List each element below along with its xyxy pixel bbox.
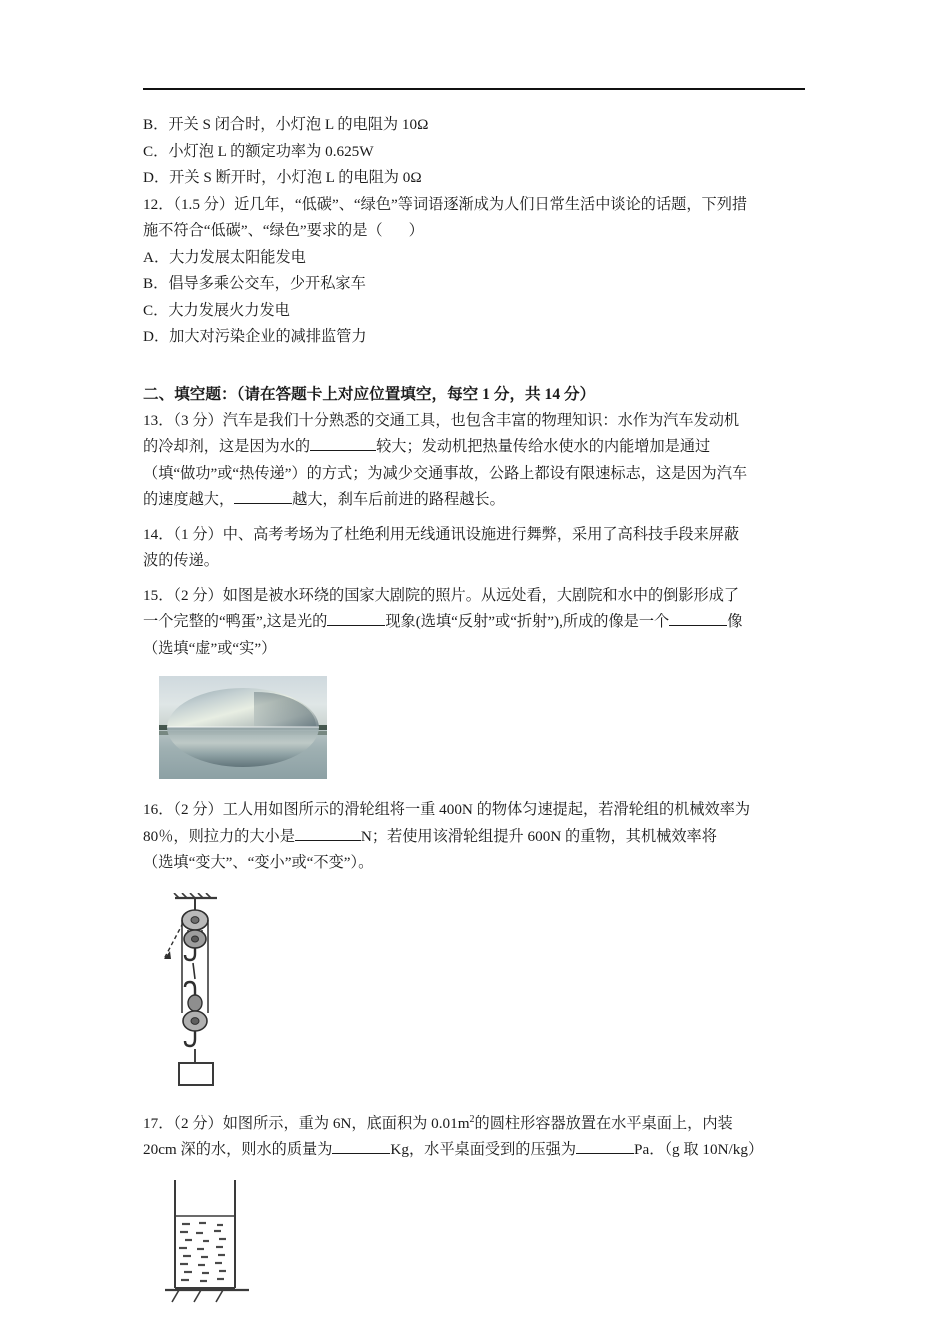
answer-blank-15-2[interactable] bbox=[669, 625, 727, 626]
option-c: C．小灯泡 L 的额定功率为 0.625W bbox=[143, 142, 374, 160]
question-13-line-2 bbox=[143, 434, 805, 461]
question-15-line-2 bbox=[143, 609, 805, 636]
question-13-line-4-a: 的速度越大， bbox=[143, 491, 235, 508]
question-13-line-1: 13．（3 分）汽车是我们十分熟悉的交通工具，也包含丰富的物理知识：水作为汽车发动机 bbox=[143, 411, 740, 429]
question-16-line-2-a: 80％，则拉力的大小是 bbox=[143, 827, 295, 845]
question-13-line-2-b: 较大；发动机把热量传给水使水的内能增加是通过 bbox=[376, 438, 711, 455]
question-11-options bbox=[143, 112, 805, 192]
question-17-line-2 bbox=[143, 1137, 805, 1164]
question-15-line-2-c: 像 bbox=[727, 613, 743, 630]
question-17-line-2-a: 20cm 深的水，则水的质量为 bbox=[143, 1141, 333, 1159]
question-12-option-d: D．加大对污染企业的减排监管力 bbox=[143, 328, 367, 345]
pulley-system-svg bbox=[161, 893, 281, 1093]
question-17-line-2-c: Pa．（g 取 10N/kg） bbox=[634, 1141, 764, 1159]
question-15-line-2-b: 现象(选填“反射”或“折射”),所成的像是一个 bbox=[385, 613, 670, 630]
photo-waterline-seam bbox=[167, 726, 319, 728]
question-17-line-1-b: 的圆柱形容器放置在水平桌面上，内装 bbox=[474, 1114, 733, 1132]
question-16-line-1: 16．（2 分）工人用如图所示的滑轮组将一重 400N 的物体匀速提起，若滑轮组的机械效率为 bbox=[143, 801, 751, 818]
question-15-figure-wrap bbox=[159, 676, 805, 779]
answer-blank-15-1[interactable] bbox=[327, 625, 385, 626]
question-13-line-3: （填“做功”或“热传递”）的方式；为减少交通事故，公路上都设有限速标志，这是因为汽车 bbox=[143, 464, 748, 482]
question-12-stem-line-1: 12．（1.5 分）近几年，“低碳”、“绿色”等词语逐渐成为人们日常生活中谈论的话题，下列措 bbox=[143, 195, 748, 213]
question-14-line-1: 14．（1 分）中、高考考场为了杜绝利用无线通讯设施进行舞弊，采用了高科技手段来屏蔽 bbox=[143, 525, 740, 543]
question-13-line-4 bbox=[143, 487, 805, 514]
container-svg bbox=[159, 1178, 279, 1310]
question-12-stem-line-2 bbox=[143, 218, 805, 245]
question-12-option-a: A．大力发展太阳能发电 bbox=[143, 248, 306, 266]
question-12-stem-line-2-a: 施不符合“低碳”、“绿色”要求的是（ bbox=[143, 222, 383, 239]
question-14 bbox=[143, 522, 805, 575]
question-17-superscript: 2 bbox=[469, 1113, 475, 1125]
question-14-line-2: 波的传递。 bbox=[143, 552, 219, 569]
answer-blank-13-1[interactable] bbox=[310, 450, 376, 451]
page-content bbox=[143, 88, 805, 1310]
question-16-line-2-b: N；若使用该滑轮组提升 600N 的重物，其机械效率将 bbox=[360, 827, 717, 845]
question-15-line-3: （选填“虚”或“实”） bbox=[143, 639, 277, 657]
answer-blank-13-2[interactable] bbox=[234, 503, 292, 504]
question-13-line-4-b: 越大，刹车后前进的路程越长。 bbox=[292, 491, 505, 508]
question-16-line-2 bbox=[143, 824, 805, 851]
question-17-line-2-b: Kg，水平桌面受到的压强为 bbox=[390, 1141, 577, 1159]
question-15-line-2-a: 一个完整的“鸭蛋”,这是光的 bbox=[143, 613, 328, 630]
pulley-system-figure bbox=[161, 893, 281, 1093]
question-13-line-2-a: 的冷却剂，这是因为水的 bbox=[143, 438, 311, 455]
question-15 bbox=[143, 583, 805, 663]
answer-blank-17-2[interactable] bbox=[576, 1153, 634, 1154]
question-12-option-c: C．大力发展火力发电 bbox=[143, 301, 290, 319]
question-15-line-1: 15．（2 分）如图是被水环绕的国家大剧院的照片。从远处看，大剧院和水中的倒影形成了 bbox=[143, 586, 740, 604]
question-12-option-b: B．倡导多乘公交车，少开私家车 bbox=[143, 275, 366, 292]
figure-spacer-15 bbox=[143, 779, 805, 797]
question-12 bbox=[143, 192, 805, 351]
national-centre-photo bbox=[159, 676, 327, 779]
answer-blank-17-1[interactable] bbox=[332, 1153, 390, 1154]
option-d: D．开关 S 断开时，小灯泡 L 的电阻为 0Ω bbox=[143, 169, 422, 186]
question-17 bbox=[143, 1107, 805, 1164]
question-spacer-2 bbox=[143, 575, 805, 583]
section-two-heading: 二、填空题：（请在答题卡上对应位置填空，每空 1 分，共 14 分） bbox=[143, 385, 596, 403]
figure-spacer-16 bbox=[143, 1093, 805, 1107]
question-13 bbox=[143, 408, 805, 514]
option-b: B．开关 S 闭合时，小灯泡 L 的电阻为 10Ω bbox=[143, 116, 429, 133]
question-16-line-3: （选填“变大”、“变小”或“不变”）。 bbox=[143, 854, 374, 871]
question-17-line-1 bbox=[143, 1107, 805, 1138]
question-12-stem-line-2-b: ） bbox=[408, 222, 424, 239]
header-divider bbox=[143, 88, 805, 90]
question-spacer bbox=[143, 514, 805, 522]
question-16 bbox=[143, 797, 805, 877]
section-spacer bbox=[143, 351, 805, 381]
question-17-line-1-a: 17．（2 分）如图所示，重为 6N，底面积为 0.01m bbox=[143, 1114, 470, 1132]
answer-blank-16-1[interactable] bbox=[295, 840, 361, 841]
cylindrical-container-figure bbox=[159, 1178, 279, 1310]
